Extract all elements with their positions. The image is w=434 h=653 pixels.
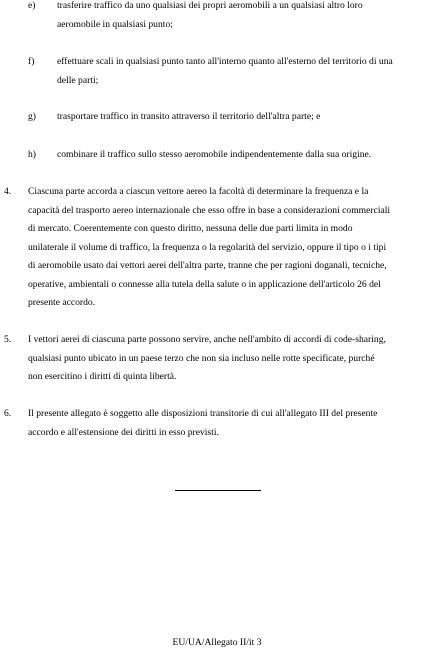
clause-marker: h) [28, 149, 36, 160]
clause-text: effettuare scali in qualsiasi punto tanto all'interno quanto all'esterno del territorio di una delle parti; [57, 56, 393, 86]
clause-text: trasferire traffico da uno qualsiasi dei propri aeromobili a un qualsiasi altro loro aeromobile in qualsiasi punto; [57, 0, 363, 30]
clause-text: combinare il traffico sullo stesso aeromobile indipendentemente dalla sua origine. [57, 149, 372, 160]
clause-marker: e) [28, 0, 36, 11]
clause-marker: g) [28, 111, 36, 122]
paragraph-text: Ciascuna parte accorda a ciascun vettore aereo la facoltà di determinare la frequenza e la capacità del trasporto aereo internazionale che esso offre in base a considerazioni commerciali di mercato. Coerentemente con questo diritto, nessuna delle due parti limita in modo unilaterale il volume di traffico, la frequenza o la regolarità del servizio, oppure il tipo o i tipi di aeromobile usato dai vettori aerei dell'altra parte, tranne che per ragioni doganali, tecniche, operative, ambientali o connesse alla tutela della salute o in applicazione dell'articolo 26 del presente accordo. [28, 186, 391, 308]
paragraph-number: 5. [4, 334, 12, 345]
paragraph-number: 6. [4, 408, 12, 419]
page-footer: EU/UA/Allegato II/it 3 [172, 637, 262, 648]
clause-marker: f) [28, 56, 35, 67]
paragraph-text: Il presente allegato è soggetto alle disposizioni transitorie di cui all'allegato III del presente accordo e all'estensione dei diritti in esso previsti. [28, 408, 378, 438]
clause-text: trasportare traffico in transito attraverso il territorio dell'altra parte; e [57, 111, 321, 122]
paragraph-number: 4. [4, 186, 12, 197]
paragraph-text: I vettori aerei di ciascuna parte possono servire, anche nell'ambito di accordi di code-sharing, qualsiasi punto ubicato in un paese terzo che non sia incluso nelle rotte specificate, purché non esercitino i diritti di quinta libertà. [28, 334, 386, 382]
end-of-text-divider [175, 490, 261, 491]
